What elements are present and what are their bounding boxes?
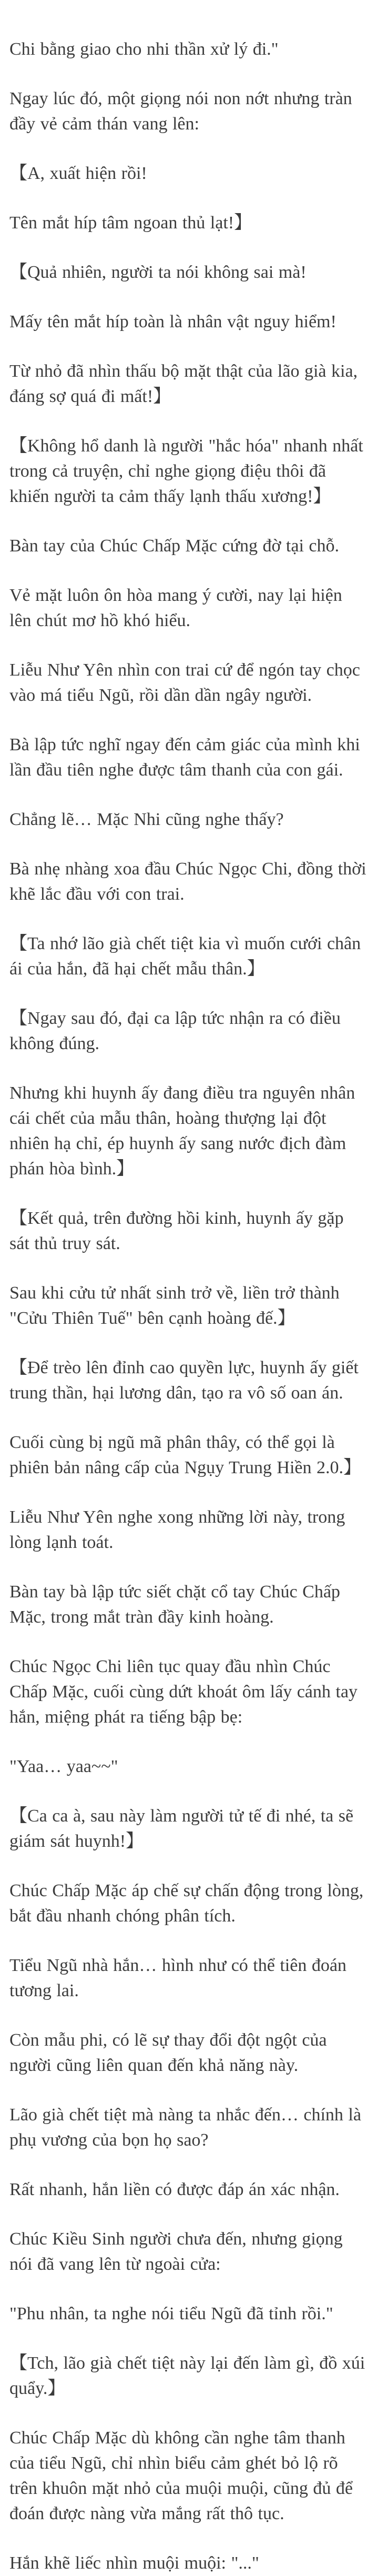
paragraph: Liễu Như Yên nhìn con trai cứ để ngón tay chọc vào má tiểu Ngũ, rồi dần dần ngây người. bbox=[9, 660, 360, 705]
paragraph: Liễu Như Yên nghe xong những lời này, trong lòng lạnh toát. bbox=[9, 1507, 345, 1552]
paragraph: Chúc Kiều Sinh người chưa đến, nhưng giọng nói đã vang lên từ ngoài cửa: bbox=[9, 2229, 343, 2274]
paragraph: Bà lập tức nghĩ ngay đến cảm giác của mình khi lần đầu tiên nghe được tâm thanh của con gái. bbox=[9, 735, 360, 780]
story-text-body bbox=[9, 37, 368, 2576]
paragraph: Tên mắt híp tâm ngoan thủ lạt!】 bbox=[9, 213, 252, 233]
paragraph: Rất nhanh, hắn liền có được đáp án xác nhận. bbox=[9, 2180, 340, 2199]
paragraph: Chẳng lẽ… Mặc Nhi cũng nghe thấy? bbox=[9, 810, 284, 829]
paragraph: 【A, xuất hiện rồi! bbox=[9, 164, 147, 183]
paragraph: 【Ta nhớ lão già chết tiệt kia vì muốn cưới chân ái của hắn, đã hại chết mẫu thân.】 bbox=[9, 934, 361, 979]
paragraph: "Phu nhân, ta nghe nói tiểu Ngũ đã tỉnh rồi." bbox=[9, 2304, 333, 2323]
paragraph: Còn mẫu phi, có lẽ sự thay đổi đột ngột của người cũng liên quan đến khả năng này. bbox=[9, 2030, 327, 2075]
paragraph: Chi bằng giao cho nhi thần xử lý đi." bbox=[9, 39, 279, 59]
paragraph: 【Ca ca à, sau này làm người tử tế đi nhé, ta sẽ giám sát huynh!】 bbox=[9, 1806, 354, 1851]
paragraph: 【Quả nhiên, người ta nói không sai mà! bbox=[9, 263, 307, 282]
paragraph: 【Kết quả, trên đường hồi kinh, huynh ấy gặp sát thủ truy sát. bbox=[9, 1209, 344, 1253]
paragraph: Bàn tay bà lập tức siết chặt cổ tay Chúc Chấp Mặc, trong mắt tràn đầy kinh hoàng. bbox=[9, 1582, 340, 1627]
paragraph: Từ nhỏ đã nhìn thấu bộ mặt thật của lão già kia, đáng sợ quá đi mất!】 bbox=[9, 361, 358, 406]
paragraph: Bà nhẹ nhàng xoa đầu Chúc Ngọc Chi, đồng thời khẽ lắc đầu với con trai. bbox=[9, 859, 366, 904]
paragraph: Chúc Chấp Mặc áp chế sự chấn động trong lòng, bắt đầu nhanh chóng phân tích. bbox=[9, 1881, 364, 1926]
paragraph: Hắn khẽ liếc nhìn muội muội: "..." bbox=[9, 2553, 259, 2573]
paragraph: Nhưng khi huynh ấy đang điều tra nguyên nhân cái chết của mẫu thân, hoàng thượng lại đột nhiên hạ chỉ, ép huynh ấy sang nước địch đàm phán hòa bình.】 bbox=[9, 1083, 355, 1179]
paragraph: Lão già chết tiệt mà nàng ta nhắc đến… chính là phụ vương của bọn họ sao? bbox=[9, 2105, 361, 2150]
paragraph: 【Không hổ danh là người "hắc hóa" nhanh nhất trong cả truyện, chỉ nghe giọng điệu thôi đã khiến người ta cảm thấy lạnh thấu xương!】 bbox=[9, 436, 363, 506]
paragraph: Cuối cùng bị ngũ mã phân thây, có thể gọi là phiên bản nâng cấp của Ngụy Trung Hiền 2.0.】 bbox=[9, 1433, 362, 1477]
paragraph: Bàn tay của Chúc Chấp Mặc cứng đờ tại chỗ. bbox=[9, 536, 340, 556]
paragraph: Chúc Ngọc Chi liên tục quay đầu nhìn Chúc Chấp Mặc, cuối cùng dứt khoát ôm lấy cánh tay hắn, miệng phát ra tiếng bập bẹ: bbox=[9, 1657, 358, 1727]
paragraph: 【Tch, lão già chết tiệt này lại đến làm gì, đồ xúi quẩy.】 bbox=[9, 2353, 365, 2398]
paragraph: 【Để trèo lên đỉnh cao quyền lực, huynh ấy giết trung thần, hại lương dân, tạo ra vô số oan án. bbox=[9, 1358, 359, 1403]
paragraph: Mấy tên mắt híp toàn là nhân vật nguy hiểm! bbox=[9, 312, 337, 331]
paragraph: Ngay lúc đó, một giọng nói non nớt nhưng tràn đầy vẻ cảm thán vang lên: bbox=[9, 89, 352, 134]
paragraph: Chúc Chấp Mặc dù không cần nghe tâm thanh của tiểu Ngũ, chỉ nhìn biểu cảm ghét bỏ lộ rõ trên khuôn mặt nhỏ của muội muội, cũng đủ để đoán được nàng vừa mắng rất thô tục. bbox=[9, 2428, 353, 2523]
paragraph: "Yaa… yaa~~" bbox=[9, 1757, 118, 1776]
paragraph: Sau khi cửu tử nhất sinh trở về, liền trở thành "Cửu Thiên Tuế" bên cạnh hoàng đế.】 bbox=[9, 1283, 340, 1328]
paragraph: Tiểu Ngũ nhà hắn… hình như có thể tiên đoán tương lai. bbox=[9, 1956, 347, 2000]
paragraph: Vẻ mặt luôn ôn hòa mang ý cười, nay lại hiện lên chút mơ hồ khó hiểu. bbox=[9, 586, 342, 630]
paragraph: 【Ngay sau đó, đại ca lập tức nhận ra có điều không đúng. bbox=[9, 1009, 341, 1053]
